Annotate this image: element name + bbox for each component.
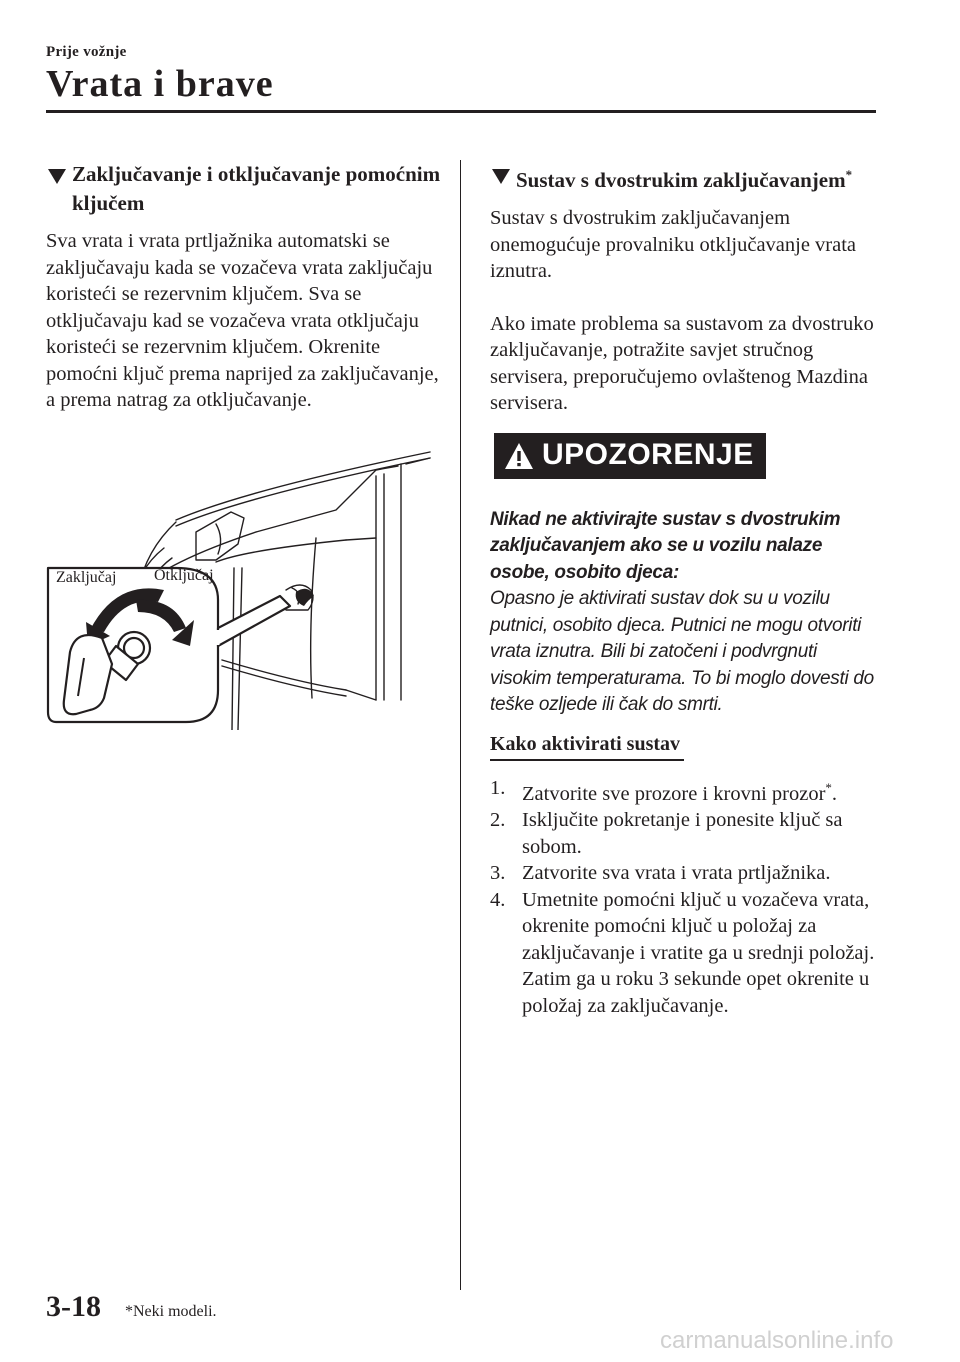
right-heading — [490, 160, 880, 195]
left-heading-text: Zaključavanje i otključavanje pomoćnim ključem — [72, 162, 441, 215]
asterisk-mark: * — [845, 167, 853, 182]
page-title: Vrata i brave — [46, 63, 274, 105]
steps-list — [490, 775, 880, 1019]
triangle-bullet-icon — [48, 169, 66, 184]
warning-bold-text: Nikad ne aktivirajte sustav s dvostrukim zaključavanjem ako se u vozilu nalaze osobe, osobito djeca: — [490, 508, 841, 583]
triangle-bullet-icon — [492, 169, 510, 184]
list-item: 1. Zatvorite sve prozore i krovni prozor*. — [490, 777, 838, 805]
howto-title: Kako aktivirati sustav — [490, 731, 684, 762]
right-para-1: Sustav s dvostrukim zaključavanjem onemogućuje provalniku otključavanje vrata iznutra. — [490, 207, 857, 282]
page-number: 3-18 — [46, 1290, 101, 1323]
right-heading-text: Sustav s dvostrukim zaključavanjem — [516, 168, 846, 192]
list-item: 4. Umetnite pomoćni ključ u vozačeva vrata, okrenite pomoćni ključ u položaj za zaključavanje i vratite ga u srednji položaj. Zatim ga u roku 3 sekunde opet okrenite u položaj za zaključavanje. — [490, 888, 875, 1017]
right-para-2: Ako imate problema sa sustavom za dvostruko zaključavanje, potražite savjet stručnog servisera, preporučujemo ovlaštenog Mazdina servisera. — [490, 312, 874, 414]
list-item: 2. Isključite pokretanje i ponesite ključ sa sobom. — [490, 809, 843, 858]
warning-badge — [494, 433, 766, 479]
list-item: 3. Zatvorite sva vrata i vrata prtljažnika. — [490, 862, 831, 885]
left-body: Sva vrata i vrata prtljažnika automatski se zaključavaju kada se vozačeva vrata zaključaju koristeći se rezervnim ključem. Sva se otključavaju kad se vozačeva vrata otključaju koristeći se rezervnim ključem. Okrenite pomoćni ključ prema naprijed za zaključavanje, a prema natrag za otključavanje. — [46, 230, 439, 411]
unlock-label: Otključaj — [154, 567, 214, 584]
left-heading — [46, 160, 442, 218]
warning-icon — [504, 442, 534, 470]
column-divider — [460, 160, 461, 1290]
footnote: *Neki modeli. — [125, 1303, 217, 1320]
warning-text — [490, 507, 880, 719]
right-column — [490, 160, 880, 1019]
lock-label: Zaključaj — [56, 569, 117, 586]
left-column — [46, 160, 442, 440]
section-label: Prije vožnje — [46, 44, 127, 60]
header-divider — [46, 110, 876, 113]
warning-label: UPOZORENJE — [542, 438, 754, 472]
watermark: carmanualsonline.info — [660, 1327, 894, 1354]
door-key-illustration — [46, 450, 436, 730]
warning-body-text: Opasno je aktivirati sustav dok su u vozilu putnici, osobito djeca. Putnici ne mogu otvoriti vrata iznutra. Bili bi zatočeni i podvrgnuti visokim temperaturama. To bi moglo dovesti do teške ozljede ili čak do smrti. — [490, 588, 874, 715]
